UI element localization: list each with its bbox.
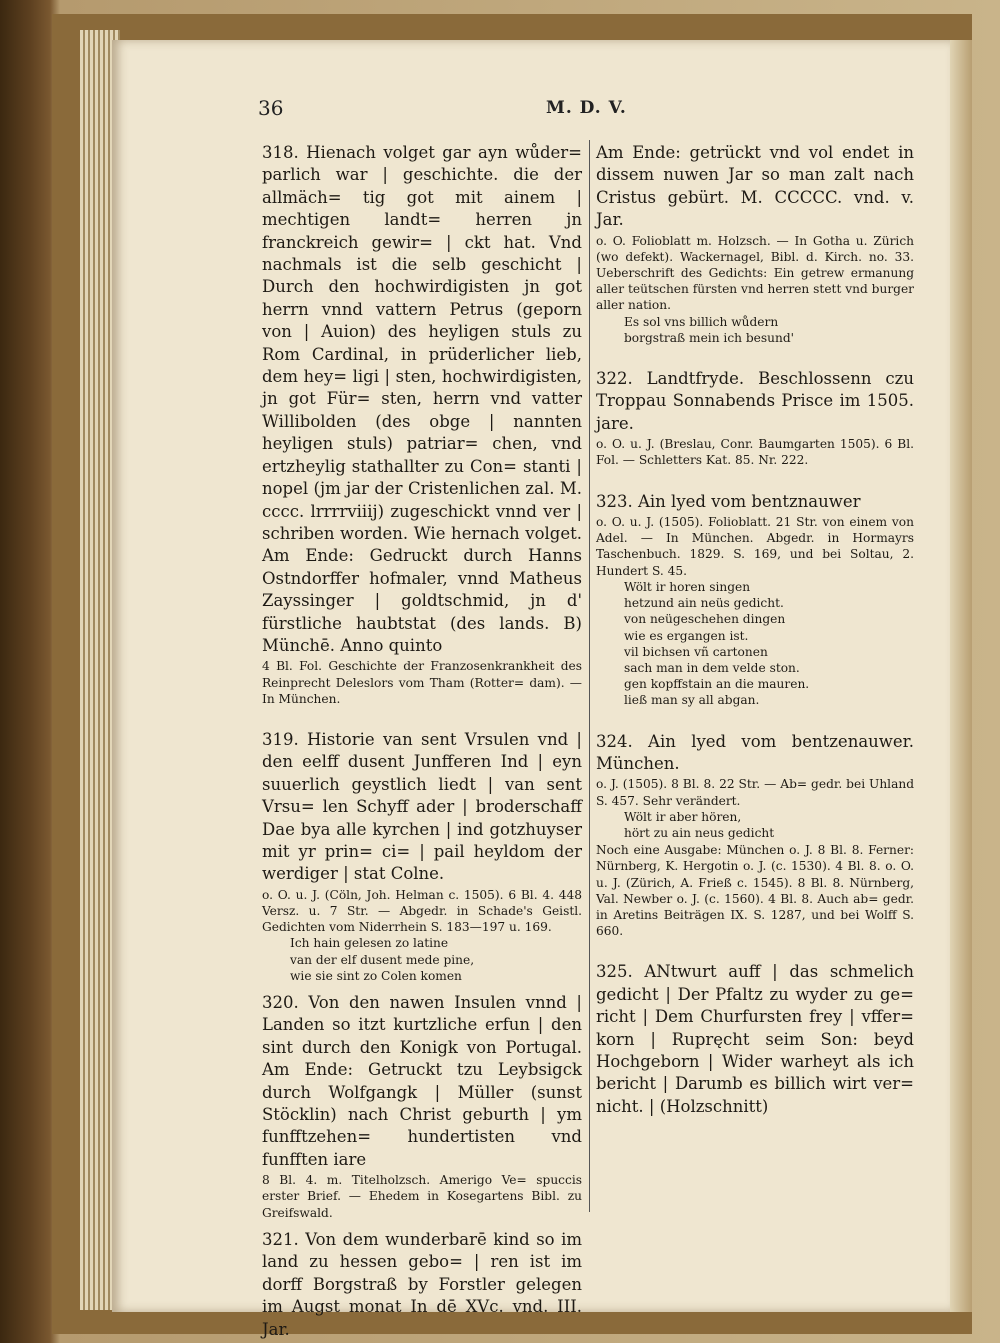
entry-note: o. J. (1505). 8 Bl. 8. 22 Str. — Ab= gedr. bei Uhland S. 457. Sehr verändert. <box>596 777 914 808</box>
entry-320 <box>262 992 582 1221</box>
entry-322 <box>596 368 914 469</box>
verse-line: Ich hain gelesen zo latine <box>290 936 449 951</box>
verse-quote <box>262 935 582 984</box>
right-column <box>596 142 914 1126</box>
verse-line: hört zu ain neus gedicht <box>624 825 775 840</box>
verse-line: wie es ergangen ist. <box>624 628 749 643</box>
entry-title: 324. Ain lyed vom bentzenauwer. München. <box>596 731 914 773</box>
verse-line: van der elf dusent mede pine, <box>290 952 475 967</box>
verse-quote <box>596 809 914 841</box>
verse-line: Wölt ir horen singen <box>624 579 751 594</box>
entry-note: o. O. u. J. (1505). Folioblatt. 21 Str. von einem von Adel. — In München. Abgedr. in Hormayrs Taschenbuch. 1829. S. 169, und bei Soltau, 2. Hundert S. 45. <box>596 515 914 578</box>
entry-title: 325. ANtwurt auff | das schmelich gedicht | Der Pfaltz zu wyder zu ge= richt | Dem Churfursten frey | vffer= korn | Rupręcht seim Son: beyd Hochgeborn | Wider warheyt als ich bericht | Darumb es billich wirt ver= nicht. | (Holzschnitt) <box>596 962 914 1116</box>
verse-line: wie sie sint zo Colen komen <box>290 968 462 983</box>
left-column <box>262 142 582 1343</box>
entry-title: 323. Ain lyed vom bentznauwer <box>596 491 861 511</box>
verse-quote <box>596 579 914 709</box>
page-header <box>258 96 918 124</box>
entry-note-further-editions: Noch eine Ausgabe: München o. J. 8 Bl. 8. Ferner: Nürnberg, K. Hergotin o. J. (c. 1530). 4 Bl. 8. o. O. u. J. (Zürich, A. Frieß c. 1545). 8 Bl. 8. Nürnberg, Val. Newber o. J. (c. 1560). 4 Bl. 8. Auch ab= gedr. in Aretins Beiträgen IX. S. 1287, und bei Wolff S. 660. <box>596 843 914 939</box>
entry-note: 4 Bl. Fol. Geschichte der Franzosenkrankheit des Reinprecht Deleslors vom Tham (Rotter= dam). — In München. <box>262 659 582 706</box>
entry-title: Am Ende: getrückt vnd vol endet in dissem nuwen Jar so man zalt nach Cristus gebürt. M. CCCCC. vnd. v. Jar. <box>596 143 914 230</box>
entry-321-continued <box>596 142 914 346</box>
entry-title: 321. Von dem wunderbarē kind so im land zu hessen gebo= | ren ist im dorff Borgstraß by Forstler gelegen im Augst monat In dē XVc. vnd. III. Jar. <box>262 1229 582 1339</box>
verse-quote <box>596 314 914 346</box>
verse-line: sach man in dem velde ston. <box>624 660 800 675</box>
entry-note: o. O. u. J. (Cöln, Joh. Helman c. 1505). 6 Bl. 4. 448 Versz. u. 7 Str. — Abgedr. in Schade's Geistl. Gedichten vom Niderrhein S. 183—197 u. 169. <box>262 887 582 935</box>
entry-321 <box>262 1229 582 1341</box>
verse-line: hetzund ain neüs gedicht. <box>624 596 784 611</box>
entry-319 <box>262 729 582 984</box>
entry-title: 318. Hienach volget gar ayn wůder= parlich war | geschichte. die der allmäch= tig got mit ainem | mechtigen landt= herren jn franckreich gewir= | ckt hat. Vnd nachmals ist die selb geschicht | Durch den hochwirdigisten jn got herrn vnnd vattern Petrus (geporn von | Auion) des heyligen stuls zu Rom Cardinal, in prüderlicher lieb, dem hey= ligi | sten, hochwirdigisten, jn got Für= sten, herrn vnd vatter Willibolden (des obge | nannten heyligen stuls) patriar= chen, vnd ertzheylig stathallter zu Con= stanti | nopel (jm jar der Cristenlichen zal. M. cccc. lrrrrviiij) zugeschickt vnnd ver | schriben worden. Wie hernach volget. Am Ende: Gedruckt durch Hanns Ostndorffer hofmaler, vnnd Matheus Zayssinger | goldtschmid, jn d' fürstliche haubtstat (des lands. B) Münchē. Anno quinto <box>262 143 582 655</box>
verse-line: Wölt ir aber hören, <box>624 809 742 824</box>
entry-318 <box>262 142 582 707</box>
entry-note: o. O. Folioblatt m. Holzsch. — In Gotha u. Zürich (wo defekt). Wackernagel, Bibl. d. Kirch. no. 33. Ueberschrift des Gedichts: Ein getrew ermanung aller teütschen fürsten vnd herren stett vnd burger aller nation. <box>596 233 914 313</box>
verse-line: Es sol vns billich wůdern <box>624 314 779 329</box>
verse-line: borgstraß mein ich besund' <box>624 330 794 345</box>
entry-title: 319. Historie van sent Vrsulen vnd | den eelff dusent Junfferen Ind | eyn suuerlich geystlich liedt | van sent Vrsu= len Schyff ader | broderschaff Dae bya alle kyrchen | ind gotzhuyser mit yr prin= ci= | pail heyldom der werdiger | stat Colne. <box>262 729 582 884</box>
running-head: M. D. V. <box>546 98 627 118</box>
verse-line: gen kopffstain an die mauren. <box>624 677 810 692</box>
verse-line: vil bichsen vñ cartonen <box>624 644 768 659</box>
right-page-edge <box>950 40 972 1312</box>
page-number: 36 <box>258 96 284 120</box>
column-divider <box>589 140 590 1212</box>
verse-line: ließ man sy all abgan. <box>624 693 760 708</box>
entry-note: 8 Bl. 4. m. Titelholzsch. Amerigo Ve= spuccis erster Brief. — Ehedem in Kosegartens Bibl. zu Greifswald. <box>262 1173 582 1220</box>
entry-title: 322. Landtfryde. Beschlossenn czu Troppau Sonnabends Prisce im 1505. jare. <box>596 369 914 433</box>
entry-325 <box>596 961 914 1118</box>
entry-324 <box>596 731 914 940</box>
entry-323 <box>596 491 914 709</box>
verse-line: von neügeschehen dingen <box>624 612 786 627</box>
entry-title: 320. Von den nawen Insulen vnnd | Landen so itzt kurtzliche erfun | den sint durch den Konigk von Portugal. Am Ende: Getruckt tzu Leybsigck durch Wolfgangk | Müller (sunst Stöcklin) nach Christ geburth | ym funfftzehen= hundertisten vnd funfften iare <box>262 993 582 1169</box>
entry-note: o. O. u. J. (Breslau, Conr. Baumgarten 1505). 6 Bl. Fol. — Schletters Kat. 85. Nr. 222. <box>596 437 914 468</box>
